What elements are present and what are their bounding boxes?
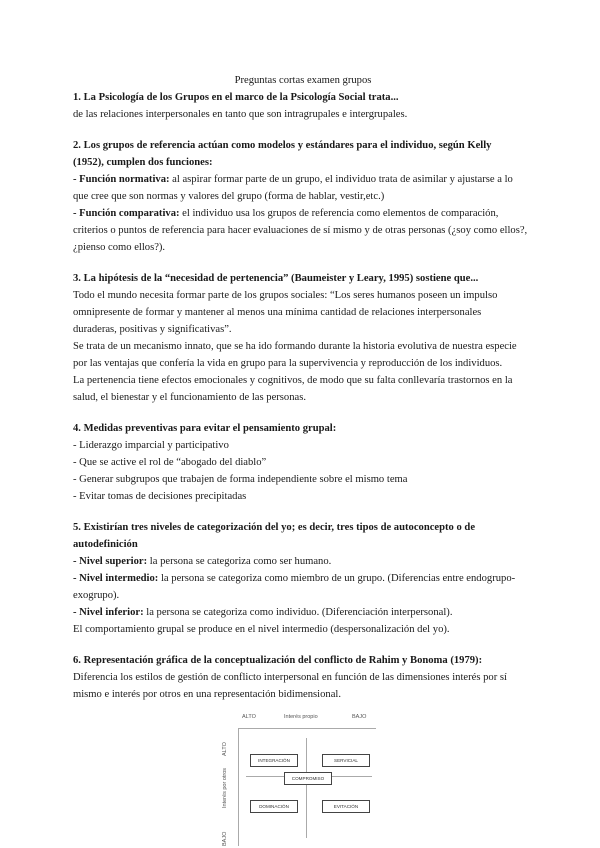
q1-body: de las relaciones interpersonales en tanto que son intragrupales e intergrupales. xyxy=(73,109,408,120)
q3-line: omnipresente de formar y mantener al menos una mínima cantidad de relaciones interpersonales xyxy=(73,307,482,318)
q5-level-intermediate-cont: exogrupo). xyxy=(73,590,120,601)
diagram-left-low-label: BAJO xyxy=(222,831,228,846)
diagram-box-integration: INTEGRACIÓN xyxy=(250,754,298,767)
q2-comparative-cont: criterios o puntos de referencia para hacer evaluaciones de sí mismo y de otras personas (¿soy como ellos?, xyxy=(73,225,528,236)
q2-comparative: - Función comparativa: el individuo usa los grupos de referencia como elementos de comparación, xyxy=(73,208,499,219)
q2-normative: - Función normativa: al aspirar formar parte de un grupo, el individuo trata de asimilar y ajustarse a lo xyxy=(73,174,513,185)
diagram-top-high-label: ALTO xyxy=(242,714,256,720)
q2-heading-cont: (1952), cumplen dos funciones: xyxy=(73,157,213,168)
diagram-top-low-label: BAJO xyxy=(352,714,367,720)
q1-heading: 1. La Psicología de los Grupos en el marco de la Psicología Social trata... xyxy=(73,92,399,103)
q3-heading: 3. La hipótesis de la “necesidad de pertenencia” (Baumeister y Leary, 1995) sostiene que... xyxy=(73,273,479,284)
diagram-box-obliging: SERVICIAL xyxy=(322,754,370,767)
q4-heading: 4. Medidas preventivas para evitar el pensamiento grupal: xyxy=(73,423,337,434)
diagram-axis-vertical xyxy=(238,728,239,846)
q3-line: Se trata de un mecanismo innato, que se ha ido formando durante la historia evolutiva de nuestra especie xyxy=(73,341,517,352)
q4-item: - Que se active el rol de “abogado del diablo” xyxy=(73,457,267,468)
diagram-axis-horizontal xyxy=(238,728,376,729)
q4-item: - Liderazgo imparcial y participativo xyxy=(73,440,229,451)
q4-item: - Evitar tomas de decisiones precipitadas xyxy=(73,491,247,502)
diagram-box-dominating: DOMINACIÓN xyxy=(250,800,298,813)
q5-level-superior: - Nivel superior: la persona se categoriza como ser humano. xyxy=(73,556,332,567)
q6-heading: 6. Representación gráfica de la conceptualización del conflicto de Rahim y Bonoma (1979): xyxy=(73,655,483,666)
q5-heading-cont: autodefinición xyxy=(73,539,138,550)
conflict-styles-diagram xyxy=(218,714,378,848)
q2-comparative-cont-2: ¿pienso como ellos?). xyxy=(73,242,166,253)
q5-closing: El comportamiento grupal se produce en el nivel intermedio (despersonalización del yo). xyxy=(73,624,450,635)
q3-line: por las ventajas que confería la vida en grupo para la supervivencia y reproducción de los individuos. xyxy=(73,358,503,369)
q3-line: Todo el mundo necesita formar parte de los grupos sociales: “Los seres humanos poseen un impulso xyxy=(73,290,498,301)
diagram-left-axis-label: Interés por otros xyxy=(222,767,228,808)
q6-body-cont: mismo e interés por otros en una representación bidimensional. xyxy=(73,689,342,700)
diagram-midline-vertical xyxy=(306,738,307,838)
q2-heading: 2. Los grupos de referencia actúan como modelos y estándares para el individuo, según Kelly xyxy=(73,140,492,151)
document-body xyxy=(73,72,533,703)
q3-line: salud, el bienestar y el funcionamiento de las personas. xyxy=(73,392,306,403)
page-title: Preguntas cortas examen grupos xyxy=(234,75,372,86)
q5-level-inferior: - Nivel inferior: la persona se categoriza como individuo. (Diferenciación interpersonal). xyxy=(73,607,453,618)
q3-line: duraderas, positivas y significativas”. xyxy=(73,324,232,335)
q5-heading: 5. Existirían tres niveles de categorización del yo; es decir, tres tipos de autoconcepto o de xyxy=(73,522,476,533)
diagram-box-avoiding: EVITACIÓN xyxy=(322,800,370,813)
diagram-top-axis-label: Interés propio xyxy=(284,714,318,720)
q3-line: La pertenencia tiene efectos emocionales y cognitivos, de modo que su falta conllevaría trastornos en la xyxy=(73,375,513,386)
diagram-left-high-label: ALTO xyxy=(222,742,228,756)
q5-level-intermediate: - Nivel intermedio: la persona se categoriza como miembro de un grupo. (Diferencias entre endogrupo- xyxy=(73,573,516,584)
q4-item: - Generar subgrupos que trabajen de forma independiente sobre el mismo tema xyxy=(73,474,408,485)
q6-body: Diferencia los estilos de gestión de conflicto interpersonal en función de las dimensiones interés por sí xyxy=(73,672,507,683)
diagram-box-compromise: COMPROMISO xyxy=(284,772,332,785)
q2-normative-cont: que cree que son normas y valores del grupo (forma de hablar, vestir,etc.) xyxy=(73,191,385,202)
